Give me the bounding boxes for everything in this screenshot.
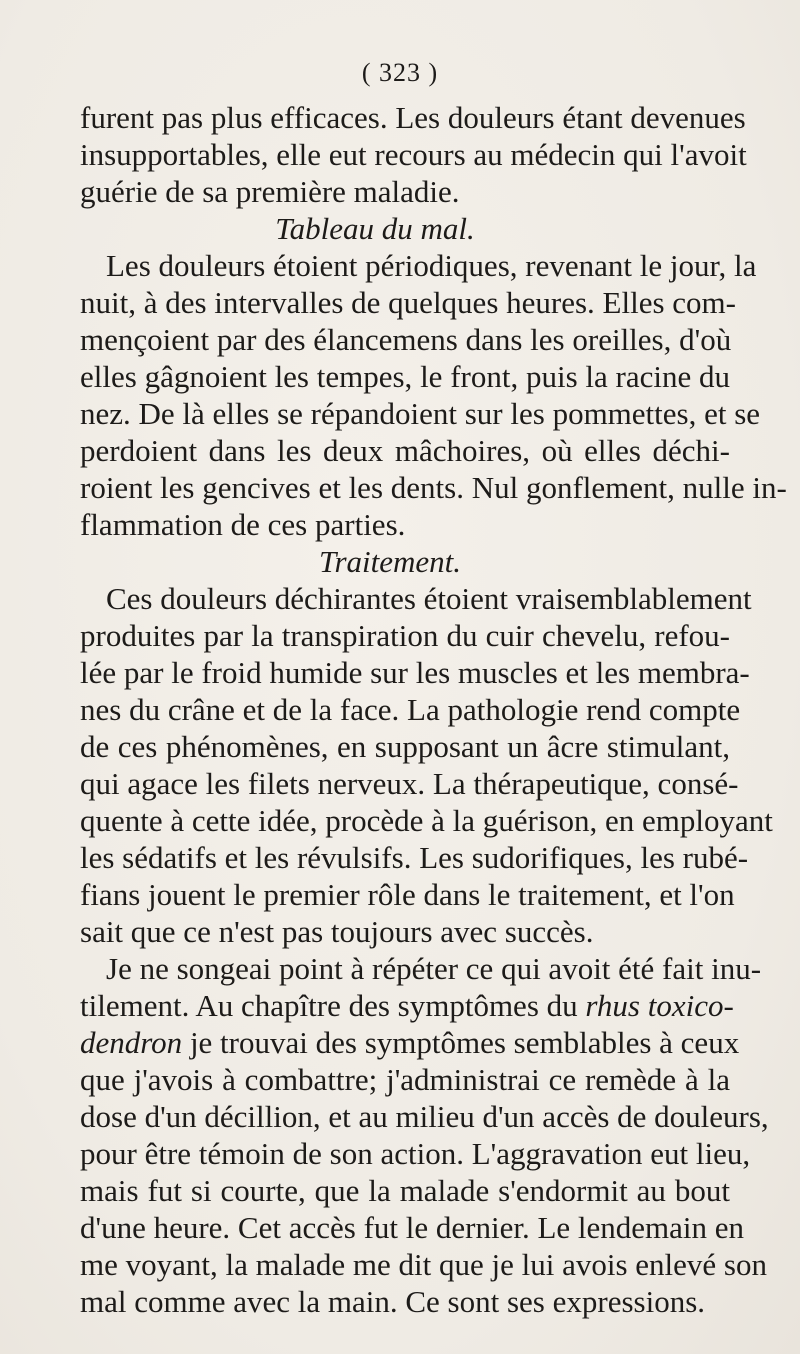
text-line: Je ne songeai point à répéter ce qui avoit été fait inu-	[106, 951, 762, 986]
text-line: me voyant, la malade me dit que je lui avois enlevé son	[80, 1247, 767, 1282]
section-heading-traitement: Traitement.	[318, 544, 462, 579]
text-line: perdoient dans les deux mâchoires, où elles déchi-	[80, 433, 730, 468]
text-line: nes du crâne et de la face. La pathologie rend compte	[80, 692, 741, 727]
text-line: pour être témoin de son action. L'aggravation eut lieu,	[80, 1136, 751, 1171]
text-line: nuit, à des intervalles de quelques heures. Elles com-	[80, 285, 736, 320]
text-fragment: je trouvai des symptômes semblables à ceux	[189, 1025, 740, 1060]
text-line-with-italic	[80, 1024, 740, 1061]
text-line: flammation de ces parties.	[80, 507, 406, 542]
text-line: que j'avois à combattre; j'administrai ce remède à la	[80, 1062, 730, 1097]
text-line: lée par le froid humide sur les muscles et les membra-	[80, 655, 750, 690]
text-line: mais fut si courte, que la malade s'endormit au bout	[80, 1173, 730, 1208]
text-line: sait que ce n'est pas toujours avec succès.	[80, 914, 594, 949]
text-line: roient les gencives et les dents. Nul gonflement, nulle in-	[80, 470, 787, 505]
text-line: produites par la transpiration du cuir chevelu, refou-	[80, 618, 730, 653]
text-line: d'une heure. Cet accès fut le dernier. Le lendemain en	[80, 1210, 745, 1245]
text-line: fians jouent le premier rôle dans le traitement, et l'on	[80, 877, 735, 912]
section-heading-tableau: Tableau du mal.	[275, 211, 475, 246]
text-line: nez. De là elles se répandoient sur les pommettes, et se	[80, 396, 761, 431]
text-line: elles gâgnoient les tempes, le front, puis la racine du	[80, 359, 730, 394]
text-line: de ces phénomènes, en supposant un âcre stimulant,	[80, 729, 730, 764]
text-line: insupportables, elle eut recours au médecin qui l'avoit	[80, 137, 747, 172]
text-line: furent pas plus efficaces. Les douleurs étant devenues	[80, 100, 746, 135]
italic-term-rhus: rhus toxico-	[585, 988, 734, 1023]
page-number: ( 323 )	[361, 58, 439, 87]
text-line: mal comme avec la main. Ce sont ses expressions.	[80, 1284, 706, 1319]
text-line-with-italic	[80, 987, 734, 1024]
text-fragment: tilement. Au chapître des symptômes du	[80, 988, 578, 1023]
text-line: qui agace les filets nerveux. La thérapeutique, consé-	[80, 766, 739, 801]
text-line: dose d'un décillion, et au milieu d'un accès de douleurs,	[80, 1099, 769, 1134]
text-line: mençoient par des élancemens dans les oreilles, d'où	[80, 322, 732, 357]
body-text	[80, 99, 787, 1320]
italic-term-dendron: dendron	[80, 1025, 183, 1060]
text-line: quente à cette idée, procède à la guérison, en employant	[80, 803, 773, 838]
text-line: les sédatifs et les révulsifs. Les sudorifiques, les rubé-	[80, 840, 749, 875]
text-line: guérie de sa première maladie.	[80, 174, 460, 209]
text-line: Ces douleurs déchirantes étoient vraisemblablement	[106, 581, 752, 616]
text-line: Les douleurs étoient périodiques, revenant le jour, la	[106, 248, 757, 283]
